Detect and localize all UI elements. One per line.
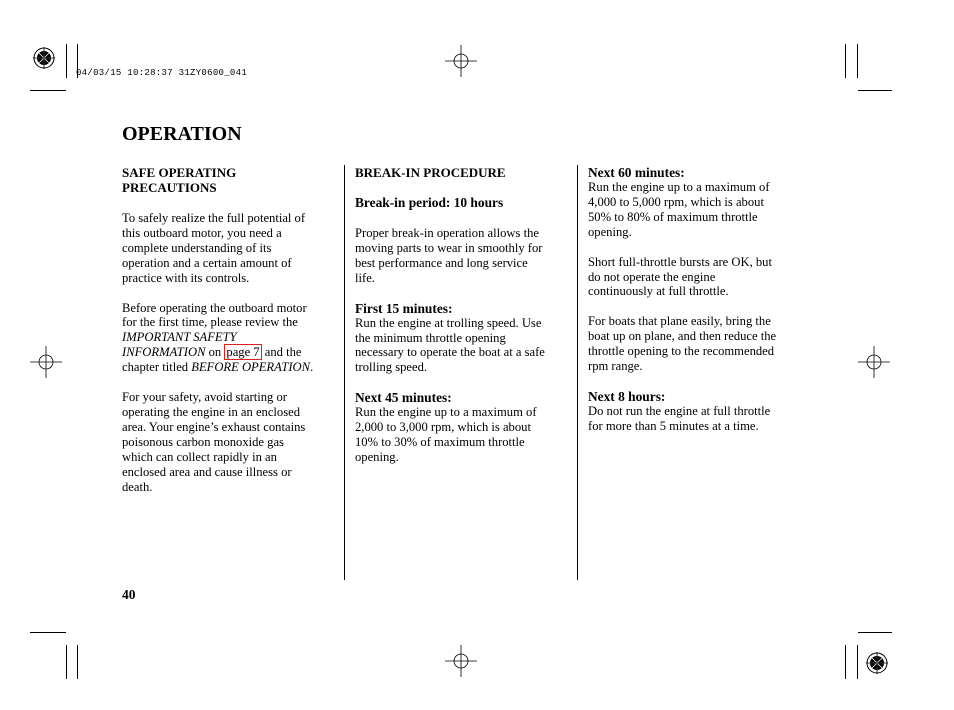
paragraph-line: continuously at full throttle. <box>588 284 729 299</box>
subheading: Next 8 hours: <box>588 388 666 404</box>
paragraph-line: throttle opening to the recommended <box>588 344 775 359</box>
paragraph-line: For your safety, avoid starting or <box>122 390 287 405</box>
section-heading: SAFE OPERATING <box>122 165 237 180</box>
paragraph-line: 10% to 30% of maximum throttle <box>355 435 525 450</box>
paragraph-line: enclosed area and cause illness or <box>122 464 292 479</box>
paragraph-line: moving parts to wear in smoothly for <box>355 240 543 255</box>
paragraph-line: Short full-throttle bursts are OK, but <box>588 254 772 269</box>
paragraph-line: To safely realize the full potential of <box>122 211 306 225</box>
column-divider <box>577 165 578 580</box>
column-break-in-continued <box>588 165 808 434</box>
paragraph-line: operation and a certain amount of <box>122 255 292 270</box>
paragraph-line: life. <box>355 270 375 285</box>
column-break-in <box>355 165 573 465</box>
paragraph-line: this outboard motor, you need a <box>122 225 282 240</box>
paragraph-line: operating the engine in an enclosed <box>122 404 300 419</box>
paragraph-text: . <box>310 360 314 375</box>
paragraph-line: death. <box>122 479 153 494</box>
paragraph-line: Before operating the outboard motor <box>122 300 307 315</box>
paragraph-text: and the <box>261 345 302 360</box>
section-heading: PRECAUTIONS <box>122 180 217 195</box>
paragraph-line: 4,000 to 5,000 rpm, which is about <box>588 194 764 209</box>
column-divider <box>344 165 345 580</box>
reference-text: INFORMATION <box>122 345 206 360</box>
paragraph-line: complete understanding of its <box>122 240 272 255</box>
registration-target-icon <box>33 47 55 69</box>
paragraph-line: Run the engine at trolling speed. Use <box>355 315 542 330</box>
crosshair-mark-icon <box>30 346 62 378</box>
paragraph-line: rpm range. <box>588 359 643 374</box>
crosshair-mark-icon <box>445 645 477 677</box>
page-7-link[interactable]: page 7 <box>226 345 260 360</box>
paragraph-line: necessary to operate the boat at a safe <box>355 345 545 360</box>
crosshair-mark-icon <box>445 45 477 77</box>
paragraph-line: Do not run the engine at full throttle <box>588 403 771 418</box>
page-title: OPERATION <box>122 123 242 145</box>
paragraph-line: poisonous carbon monoxide gas <box>122 434 284 449</box>
paragraph-line: 2,000 to 3,000 rpm, which is about <box>355 420 531 435</box>
print-info: 04/03/15 10:28:37 31ZY0600_041 <box>76 68 248 78</box>
subheading: Break-in period: 10 hours <box>355 195 504 210</box>
paragraph-line <box>122 360 337 375</box>
paragraph-text: on <box>205 345 222 360</box>
reference-text: BEFORE OPERATION <box>191 360 311 375</box>
section-heading: BREAK-IN PROCEDURE <box>355 165 506 180</box>
paragraph-line: 50% to 80% of maximum throttle <box>588 209 758 224</box>
paragraph-line: opening. <box>588 224 632 239</box>
subheading: Next 45 minutes: <box>355 390 452 406</box>
paragraph-line: Proper break-in operation allows the <box>355 226 539 240</box>
paragraph-line: the minimum throttle opening <box>355 330 506 345</box>
paragraph-line: Run the engine up to a maximum of <box>588 180 770 194</box>
paragraph-line: practice with its controls. <box>122 270 250 285</box>
paragraph-line: for more than 5 minutes at a time. <box>588 418 759 433</box>
paragraph-text: chapter titled <box>122 360 192 375</box>
paragraph-line: for the first time, please review the <box>122 315 298 330</box>
paragraph-line: area. Your engine’s exhaust contains <box>122 419 306 434</box>
paragraph-line: opening. <box>355 449 399 464</box>
paragraph-line: trolling speed. <box>355 360 428 375</box>
paragraph-line: Run the engine up to a maximum of <box>355 405 537 420</box>
column-safe-operating <box>122 165 337 494</box>
page-number: 40 <box>122 587 136 602</box>
crosshair-mark-icon <box>858 346 890 378</box>
registration-target-icon <box>866 652 888 674</box>
paragraph-line: best performance and long service <box>355 255 528 270</box>
subheading: Next 60 minutes: <box>588 165 685 180</box>
paragraph-line <box>122 345 337 360</box>
paragraph-line: boat up on plane, and then reduce the <box>588 329 777 344</box>
paragraph-line: do not operate the engine <box>588 269 716 284</box>
paragraph-line: which can collect rapidly in an <box>122 449 277 464</box>
subheading: First 15 minutes: <box>355 300 453 316</box>
paragraph-line: IMPORTANT SAFETY <box>122 330 237 345</box>
paragraph-line: For boats that plane easily, bring the <box>588 314 771 329</box>
